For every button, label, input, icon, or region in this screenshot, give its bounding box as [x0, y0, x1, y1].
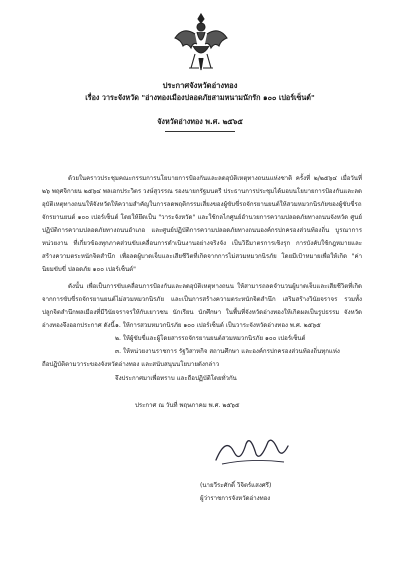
list-item-3: ๓. ให้หน่วยงานราชการ รัฐวิสาหกิจ สถานศึกษา และองค์กรปกครองส่วนท้องถิ่นทุกแห่ง — [115, 348, 340, 355]
document-subject: เรื่อง วาระจังหวัด "อ่างทองเมืองปลอดภัยสามหนามนักรัก ๑๐๐ เปอร์เซ็นต์" — [85, 93, 315, 102]
document-province-line: จังหวัดอ่างทอง พ.ศ. ๒๕๖๕ — [157, 117, 243, 126]
signer-name: (นายวีระศักดิ์ วิจิตร์แสงศรี) — [200, 482, 272, 489]
signer-position: ผู้ว่าราชการจังหวัดอ่างทอง — [200, 495, 271, 502]
title-divider — [165, 131, 235, 132]
body-paragraph-2: ดังนั้น เพื่อเป็นการขับเคลื่อนการป้องกันและลดอุบัติเหตุทางถนน ให้สามารถลดจำนวนผู้บาดเจ็บและเสียชีวิตที่เกิดจากการขับขี่รถจักรยานยนต์ไม่สวมหมวกนิรภัย และเป็นการสร้างความตระหนักจิตสำนึก เสริมสร้างวินัยจราจร รวมทั้งปลูกจิตสำนึกพลเมืองที่มีวินัยจราจรให้กับเยาวชน นักเรียน นักศึกษา ในพื้นที่จังหวัดอ่างทองให้เกิดผลเป็นรูปธรรม จังหวัดอ่างทองจึงออกประกาศ ดังนี้ — [42, 283, 362, 329]
list-item-2: ๒. ให้ผู้ขับขี่และผู้โดยสารรถจักรยานยนต์สวมหมวกนิรภัย ๑๐๐ เปอร์เซ็นต์ — [115, 335, 306, 342]
handwritten-signature — [212, 430, 292, 470]
body-paragraph-1: ด้วยในคราวประชุมคณะกรรมการนโยบายการป้องกันและลดอุบัติเหตุทางถนนแห่งชาติ ครั้งที่ ๒/๒๕๖๔ เมื่อวันที่ ๒๖ พฤศจิกายน ๒๕๖๔ พลเอกประวิตร วงษ์สุวรรณ รองนายกรัฐมนตรี ประธานการประชุมได้มอบนโยบายการป้องกันและลดอุบัติเหตุทางถนนให้จังหวัดให้ความสำคัญในการลดพฤติกรรมเสี่ยงของผู้ขับขี่รถจักรยานยนต์ให้สวมหมวกนิรภัยของผู้ขับขี่รถจักรยานยนต์ ๑๐๐ เปอร์เซ็นต์ โดยให้ยึดเป็น "วาระจังหวัด" และใช้กลไกศูนย์อำนวยการความปลอดภัยทางถนนจังหวัด ศูนย์ปฏิบัติการความปลอดภัยทางถนนอำเภอ และศูนย์ปฏิบัติการความปลอดภัยทางถนนองค์กรปกครองส่วนท้องถิ่น บูรณาการหน่วยงาน ที่เกี่ยวข้องทุกภาคส่วนขับเคลื่อนการดำเนินงานอย่างจริงจัง เป็นวิธีมาตรการเชิงรุก การบังคับใช้กฎหมายและสร้างความตระหนักจิตสำนึก เพื่อลดผู้บาดเจ็บและเสียชีวิตที่เกิดจากการไม่สวมหมวกนิรภัย โดยมีเป้าหมายเพื่อให้เกิด "ค่านิยมขับขี่ ปลอดภัย ๑๐๐ เปอร์เซ็นต์" — [42, 175, 362, 273]
date-line: ประกาศ ณ วันที่ พฤษภาคม พ.ศ. ๒๕๖๕ — [135, 402, 240, 409]
document-title: ประกาศจังหวัดอ่างทอง — [162, 81, 238, 90]
list-item-3-continued: ถือปฏิบัติตามวาระของจังหวัดอ่างทอง และสนับสนุนนโยบายดังกล่าว — [42, 361, 220, 368]
garuda-emblem-icon — [173, 8, 229, 76]
closing-line: จึงประกาศมาเพื่อทราบ และถือปฏิบัติโดยทั่วกัน — [115, 375, 237, 382]
list-item-1: ๑. ให้การสวมหมวกนิรภัย ๑๐๐ เปอร์เซ็นต์ เป็นวาระจังหวัดอ่างทอง พ.ศ. ๒๕๖๕ — [115, 322, 321, 329]
